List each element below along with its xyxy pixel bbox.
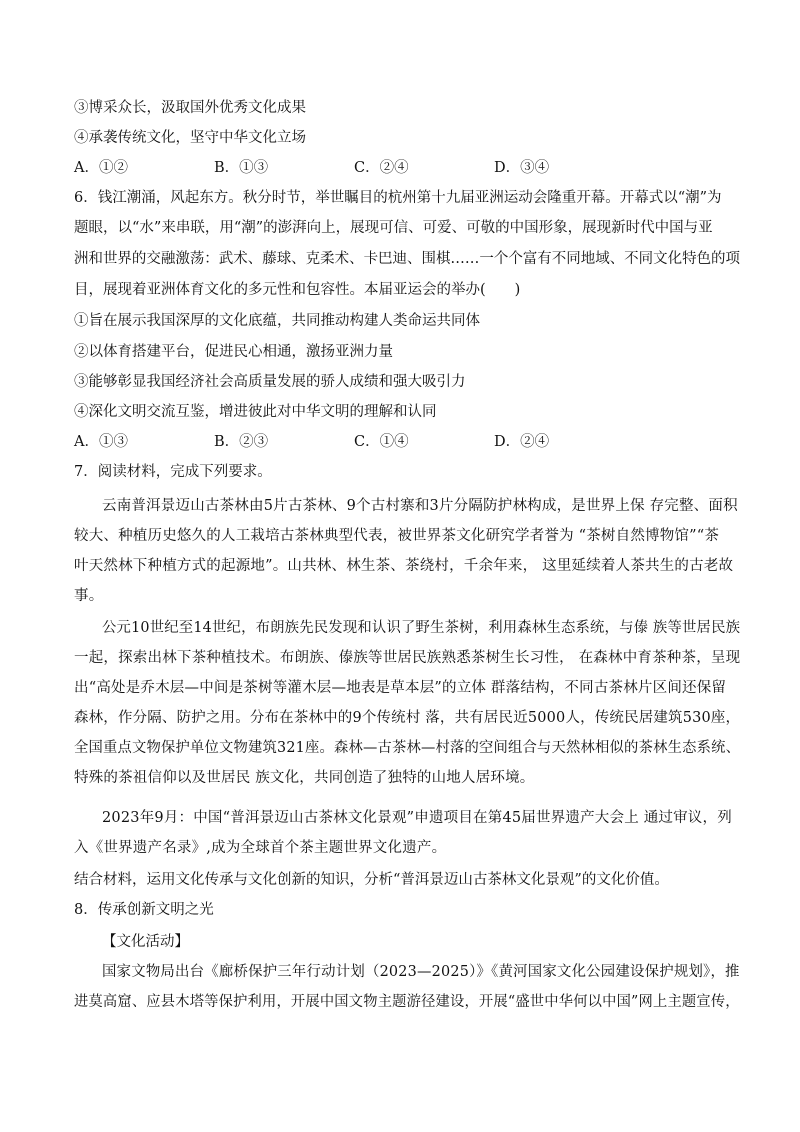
q7-paragraph-2-line: 全国重点文物保护单位文物建筑321座。森林—古茶林—村落的空间组合与天然林相似的茶林生态系统、 <box>74 740 741 756</box>
item-4: ④承袭传统文化，坚守中华文化立场 <box>74 130 306 146</box>
q7-paragraph-3-line: 2023年9月：中国“普洱景迈山古茶林文化景观”申遗项目在第45届世界遗产大会上 通过审议，列 <box>102 810 732 826</box>
q7-paragraph-2-line: 公元10世纪至14世纪，布朗族先民发现和认识了野生茶树，利用森林生态系统，与傣 族等世居民族 <box>102 620 741 636</box>
q8-heading: 【文化活动】 <box>102 934 189 950</box>
q5-option-d: D．③④ <box>494 160 550 176</box>
q6-option-a: A．①③ <box>74 434 128 450</box>
q8-stem: 8．传承创新文明之光 <box>74 902 214 918</box>
q6-stem-line: 目，展现着亚洲体育文化的多元性和包容性。本届亚运会的举办( ) <box>74 282 521 298</box>
q6-item: ②以体育搭建平台，促进民心相通，激扬亚洲力量 <box>74 344 393 360</box>
q6-option-b: B．②③ <box>214 434 269 450</box>
q6-stem-line: 6．钱江潮涌，风起东方。秋分时节，举世瞩目的杭州第十九届亚洲运动会隆重开幕。开幕式以“潮”为 <box>74 190 722 206</box>
q5-option-c: C．②④ <box>354 160 409 176</box>
q7-paragraph-1-line: 叶天然林下种植方式的起源地”。山共林、林生茶、茶绕村，千余年来， 这里延续着人茶共生的古老故 <box>74 558 734 574</box>
q7-paragraph-2-line: 森林，作分隔、防护之用。分布在茶林中的9个传统村 落，共有居民近5000人，传统民居建筑530座， <box>74 710 741 726</box>
q7-question: 结合材料，运用文化传承与文化创新的知识，分析“普洱景迈山古茶林文化景观”的文化价值。 <box>74 872 669 888</box>
q6-option-c: C．①④ <box>354 434 409 450</box>
q7-paragraph-1-line: 较大、种植历史悠久的人工栽培古茶林典型代表，被世界茶文化研究学者誉为 “茶树自然博物馆”“茶 <box>74 528 720 544</box>
q7-paragraph-1-line: 事。 <box>74 588 104 604</box>
q6-item: ④深化文明交流互鉴，增进彼此对中华文明的理解和认同 <box>74 404 437 420</box>
q6-stem-line: 题眼，以“水”来串联，用“潮”的澎湃向上，展现可信、可爱、可敬的中国形象，展现新时代中国与亚 <box>74 220 713 236</box>
q7-paragraph-1-line: 云南普洱景迈山古茶林由5片古茶林、9个古村寨和3片分隔防护林构成，是世界上保 存完整、面积 <box>102 498 738 514</box>
q5-option-b: B．①③ <box>214 160 269 176</box>
q7-paragraph-2-line: 一起，探索出林下茶种植技术。布朗族、傣族等世居民族熟悉茶树生长习性， 在森林中育茶种茶，呈现 <box>74 650 741 666</box>
q6-stem-line: 洲和世界的交融激荡：武术、藤球、克柔术、卡巴迪、围棋……一个个富有不同地域、不同文化特色的项 <box>74 251 740 267</box>
q6-item: ③能够彰显我国经济社会高质量发展的骄人成绩和强大吸引力 <box>74 374 466 390</box>
q8-text-line: 国家文物局出台《廊桥保护三年行动计划（2023—2025）》《黄河国家文化公园建设保护规划》，推 <box>102 964 740 980</box>
q8-text-line: 进莫高窟、应县木塔等保护利用，开展中国文物主题游径建设，开展“盛世中华何以中国”网上主题宣传， <box>74 994 740 1010</box>
q7-stem: 7．阅读材料，完成下列要求。 <box>74 464 272 480</box>
item-3: ③博采众长，汲取国外优秀文化成果 <box>74 100 306 116</box>
q7-paragraph-2-line: 出“高处是乔木层—中间是茶树等灌木层—地表是草本层”的立体 群落结构，不同古茶林片区间还保留 <box>74 680 727 696</box>
q6-option-d: D．②④ <box>494 434 550 450</box>
q7-paragraph-3-line: 入《世界遗产名录》,成为全球首个茶主题世界文化遗产。 <box>74 840 447 856</box>
q5-option-a: A．①② <box>74 160 128 176</box>
q6-item: ①旨在展示我国深厚的文化底蕴，共同推动构建人类命运共同体 <box>74 313 480 329</box>
q7-paragraph-2-line: 特殊的茶祖信仰以及世居民 族文化，共同创造了独特的山地人居环境。 <box>74 770 535 786</box>
